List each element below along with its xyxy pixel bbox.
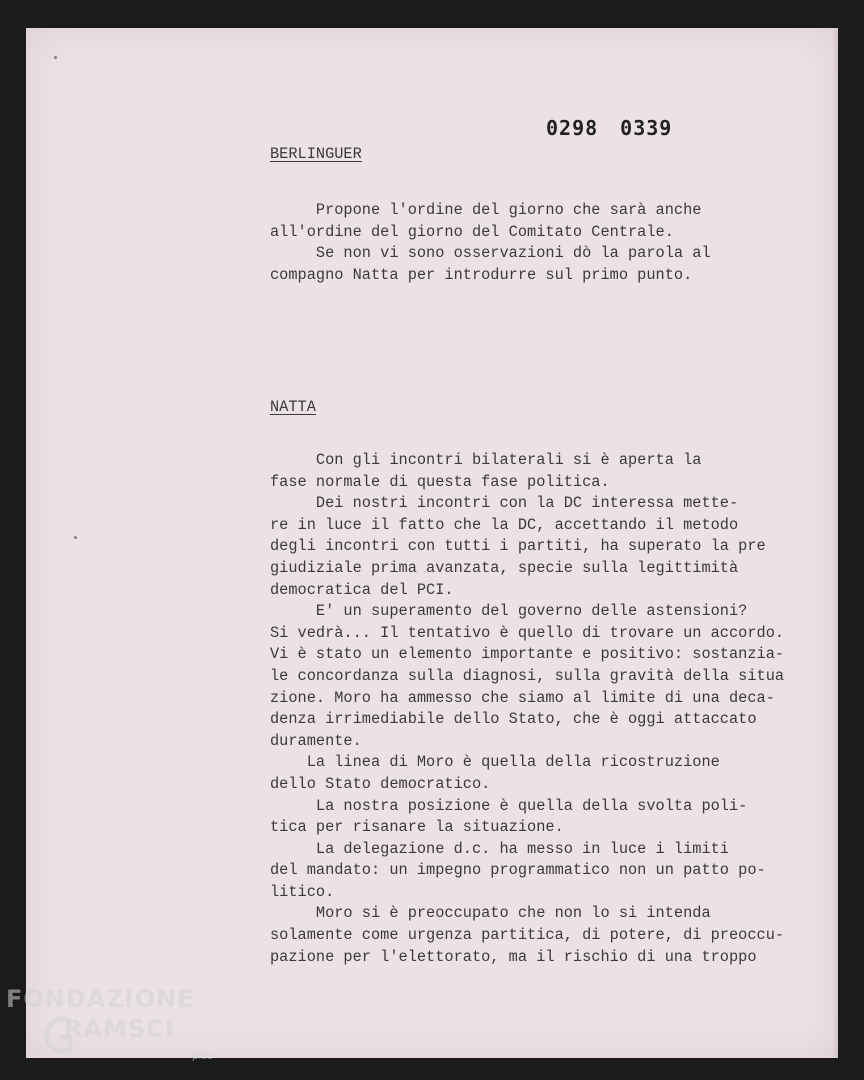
- speaker-heading: BERLINGUER: [270, 145, 362, 163]
- speech-text: Propone l'ordine del giorno che sarà anche all'ordine del giorno del Comitato Centrale. Se non vi sono osservazioni dò la parola al compagno Natta per introdurre sul primo punto.: [270, 201, 711, 284]
- reference-numbers: [546, 116, 694, 140]
- watermark-subtitle: RAMSCI: [64, 1015, 175, 1043]
- speaker-heading: NATTA: [270, 398, 316, 416]
- reference-number: 0298: [546, 116, 599, 140]
- speech-text: Con gli incontri bilaterali si è aperta la fase normale di questa fase politica. Dei nostri incontri con la DC interessa mette- re in luce il fatto che la DC, accettando il metodo degli incontri con tutti i partiti, ha superato la pre giudiziale prima avanzata, specie sulla legittimità democratica del PCI. E' un superamento del governo delle astensioni? Si vedrà... Il tentativo è quello di trovare un accordo. Vi è stato un elemento importante e positivo: sostanzia- le concordanza sulla diagnosi, sulla gravità della situa zione. Moro ha ammesso che siamo al limite di una deca- denza irrimediabile dello Stato, che è oggi attaccato duramente. La linea di Moro è quella della ricostruzione dello Stato democratico. La nostra posizione è quella della svolta poli- tica per risanare la situazione. La delegazione d.c. ha messo in luce i limiti del mandato: un impegno programmatico non un patto po- litico. Moro si è preoccupato che non lo si intenda solamente come urgenza partitica, di potere, di preoccu- pazione per l'elettorato, ma il rischio di una troppo: [270, 451, 785, 966]
- reference-number: 0339: [620, 116, 673, 140]
- paper-speck: [74, 536, 77, 539]
- watermark-logo: [6, 985, 236, 1075]
- paper-speck: [54, 56, 57, 59]
- watermark-title: FONDAZIONE: [6, 985, 195, 1013]
- watermark-suffix: plus: [192, 1051, 213, 1062]
- page-edge-shadow: [832, 28, 838, 1058]
